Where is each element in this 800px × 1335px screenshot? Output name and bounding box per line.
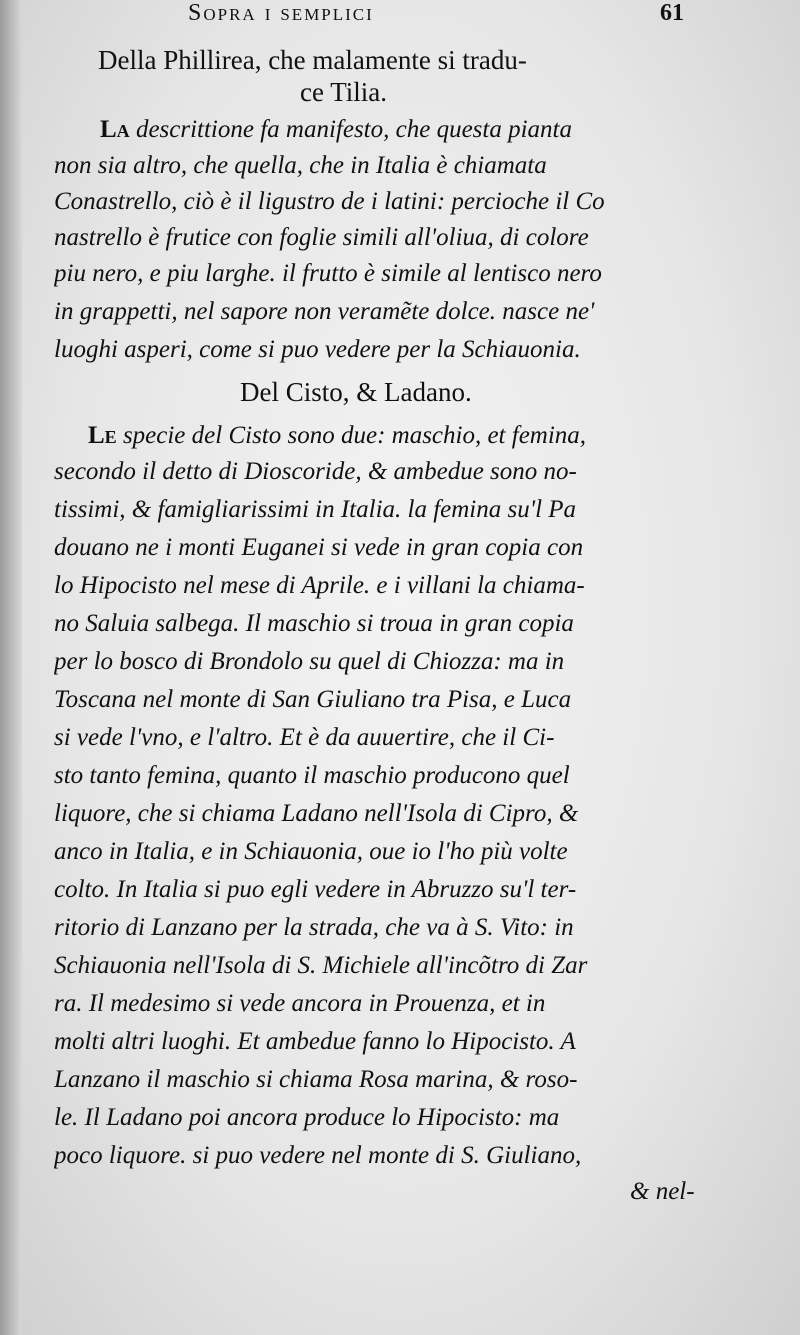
paragraph-line: si vede l'vno, e l'altro. Et è da auuertire, che il Ci- <box>54 724 555 751</box>
paragraph-line: secondo il detto di Dioscoride, & ambedue sono no- <box>54 458 577 485</box>
drop-initial: La <box>100 116 130 143</box>
paragraph-line: non sia altro, che quella, che in Italia è chiamata <box>54 152 547 179</box>
paragraph-line: in grappetti, nel sapore non veramẽte dolce. nasce ne' <box>54 298 595 325</box>
paragraph-line: no Saluia salbega. Il maschio si troua in gran copia <box>54 610 574 637</box>
paragraph-line: douano ne i monti Euganei si vede in gran copia con <box>54 534 584 561</box>
paragraph-line: colto. In Italia si puo egli vedere in Abruzzo su'l ter- <box>54 876 577 903</box>
paragraph-line: nastrello è frutice con foglie simili all'oliua, di colore <box>54 224 589 251</box>
paragraph-line: ra. Il medesimo si vede ancora in Prouenza, et in <box>54 990 546 1017</box>
paragraph-line: lo Hipocisto nel mese di Aprile. e i villani la chiama- <box>54 572 585 599</box>
page-edge-shadow <box>0 0 22 1335</box>
section-heading-phillirea-line1: Della Phillirea, che malamente si tradu- <box>98 45 527 75</box>
paragraph-line: piu nero, e piu larghe. il frutto è simile al lentisco nero <box>54 260 602 287</box>
paragraph-line: le. Il Ladano poi ancora produce lo Hipocisto: ma <box>54 1104 560 1131</box>
paragraph-line: Lanzano il maschio si chiama Rosa marina, & roso- <box>54 1066 578 1093</box>
section-heading-phillirea-line2: ce Tilia. <box>300 77 388 107</box>
paragraph-line: per lo bosco di Brondolo su quel di Chiozza: ma in <box>54 648 565 675</box>
paragraph-line: liquore, che si chiama Ladano nell'Isola di Cipro, & <box>54 800 579 827</box>
paragraph-line: luoghi asperi, come si puo vedere per la Schiauonia. <box>54 336 581 363</box>
section-heading-cisto: Del Cisto, & Ladano. <box>240 377 472 407</box>
paragraph-line: Le specie del Cisto sono due: maschio, et femina, <box>88 422 587 449</box>
running-head: Sopra i semplici <box>188 0 374 26</box>
paragraph-line: molti altri luoghi. Et ambedue fanno lo Hipocisto. A <box>54 1028 576 1055</box>
paragraph-line: Conastrello, ciò è il ligustro de i latini: percioche il Co <box>54 188 605 215</box>
catchword: & nel- <box>630 1178 695 1205</box>
page-header <box>0 0 800 30</box>
paragraph-line: anco in Italia, e in Schiauonia, oue io l'ho più volte <box>54 838 568 865</box>
paragraph-line: Toscana nel monte di San Giuliano tra Pisa, e Luca <box>54 686 572 713</box>
paragraph-line: La descrittione fa manifesto, che questa pianta <box>100 116 572 143</box>
page-number: 61 <box>660 0 684 26</box>
paragraph-line: Schiauonia nell'Isola di S. Michiele all'incõtro di Zar <box>54 952 588 979</box>
paragraph-line: ritorio di Lanzano per la strada, che va à S. Vito: in <box>54 914 574 941</box>
paragraph-line: poco liquore. si puo vedere nel monte di S. Giuliano, <box>54 1142 582 1169</box>
drop-initial: Le <box>88 422 117 449</box>
paragraph-line: tissimi, & famigliarissimi in Italia. la femina su'l Pa <box>54 496 577 523</box>
paragraph-line: sto tanto femina, quanto il maschio producono quel <box>54 762 570 789</box>
